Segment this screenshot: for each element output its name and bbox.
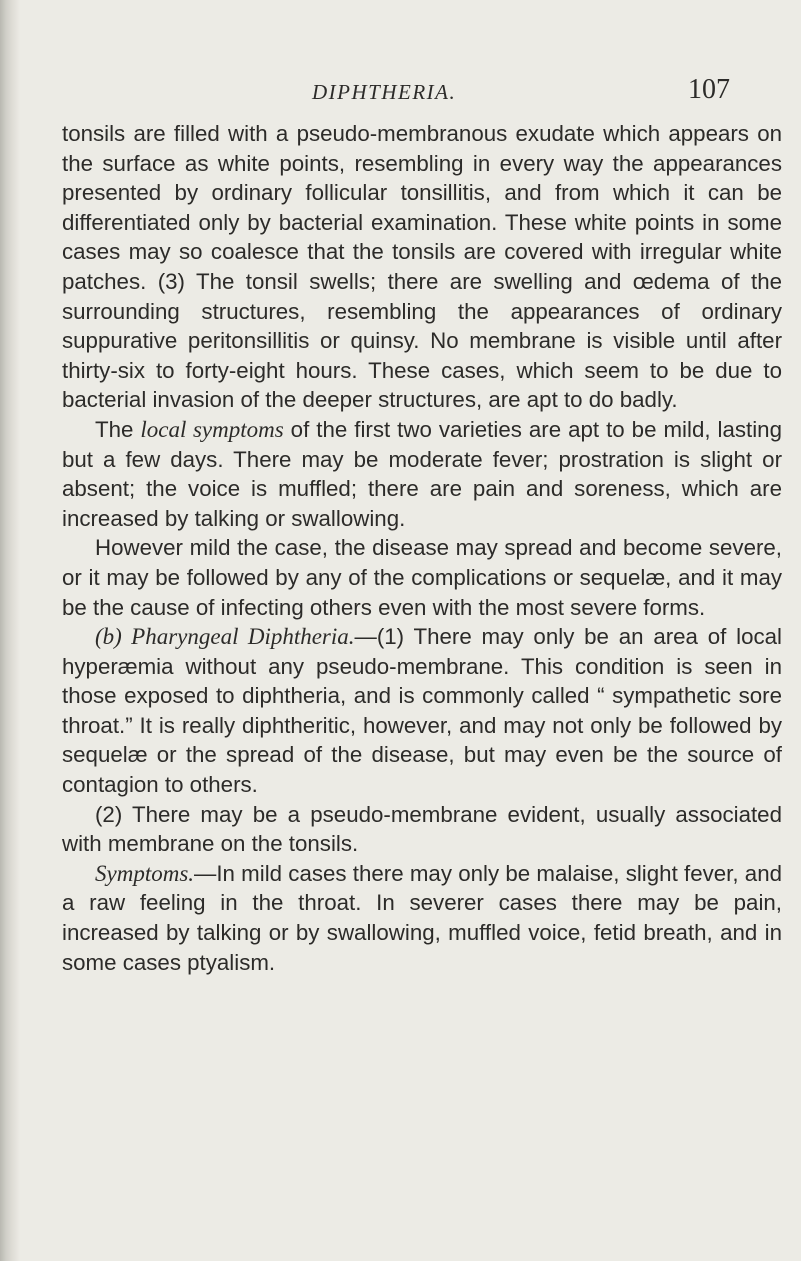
paragraph-symptoms <box>62 859 782 977</box>
paragraph-text: of the first two varieties are apt to be mild, lasting but a few days. There may be moderate fever; prostration is slight or absent; the voice is muffled; there are pain and soreness, which are increased by talking or swallowing. <box>62 416 782 531</box>
paragraph-text: (2) There may be a pseudo-membrane evident, usually associated with membrane on the tonsils. <box>62 801 782 857</box>
page-number: 107 <box>688 74 730 105</box>
page-body <box>62 119 782 977</box>
paragraph-tonsillar-varieties <box>62 119 782 415</box>
section-heading-pharyngeal-diphtheria: (b) Pharyngeal Diphtheria. <box>95 624 355 650</box>
paragraph-local-symptoms <box>62 415 782 533</box>
paragraph-text: —(1) There may only be an area of local hyperæmia without any pseudo-membrane. This condition is seen in those exposed to diphtheria, and is commonly called “ sympathetic sore throat.” It is really diphtheritic, however, and may not only be followed by sequelæ or the spread of the disease, but may even be the source of contagion to others. <box>62 624 782 798</box>
running-title: DIPHTHERIA. <box>312 80 457 104</box>
inline-heading-symptoms: Symptoms. <box>95 860 195 886</box>
page-header <box>0 72 801 112</box>
paragraph-lead: The <box>95 416 141 442</box>
paragraph-spread <box>62 533 782 622</box>
page-binding-edge <box>0 0 20 1261</box>
paragraph-pharyngeal-diphtheria <box>62 622 782 800</box>
inline-heading-local-symptoms: local symptoms <box>140 416 284 442</box>
paragraph-text: —In mild cases there may only be malaise, slight fever, and a raw feeling in the throat. In severer cases there may be pain, increased by talking or by swallowing, muffled voice, fetid breath, and in some cases ptyalism. <box>62 860 782 975</box>
paragraph-text: However mild the case, the disease may spread and become severe, or it may be followed by any of the complications or sequelæ, and it may be the cause of infecting others even with the most severe forms. <box>62 535 782 620</box>
paragraph-text: tonsils are filled with a pseudo-membranous exudate which appears on the surface as white points, resembling in every way the appearances presented by ordinary follicular tonsillitis, and from which it can be differentiated only by bacterial examination. These white points in some cases may so coalesce that the tonsils are covered with irregular white patches. (3) The tonsil swells; there are swelling and œdema of the surrounding structures, resembling the appearances of ordinary suppurative peritonsillitis or quinsy. No membrane is visible until after thirty-six to forty-eight hours. These cases, which seem to be due to bacterial invasion of the deeper structures, are apt to do badly. <box>62 121 782 413</box>
paragraph-pseudo-membrane <box>62 800 782 859</box>
